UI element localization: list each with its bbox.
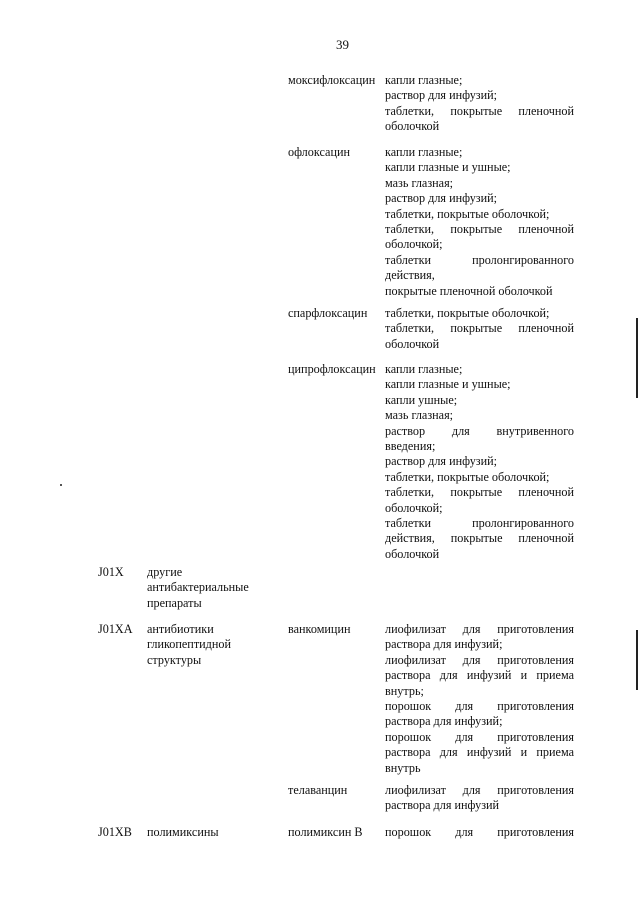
scan-edge-mark — [636, 630, 638, 690]
form-line: капли глазные; — [385, 145, 463, 159]
scan-speck — [60, 484, 62, 486]
form-line: раствор для внутривенного — [385, 423, 574, 438]
group-line: гликопептидной — [147, 637, 232, 652]
form-line: раствор для инфузий; — [385, 454, 498, 469]
form-line: порошок для приготовления — [385, 825, 574, 839]
form-line: оболочкой; — [385, 237, 443, 252]
dosage-forms — [385, 783, 574, 814]
form-line: внутрь; — [385, 683, 424, 698]
atc-code: J01X — [98, 565, 124, 579]
atc-group — [147, 565, 279, 611]
form-line: капли глазные и ушные; — [385, 160, 511, 175]
drug-name: полимиксин В — [288, 825, 363, 839]
scan-edge-mark — [636, 318, 638, 398]
form-line: таблетки, покрытые пленочной — [385, 485, 574, 500]
group-line: полимиксины — [147, 825, 219, 839]
atc-code: J01XB — [98, 825, 132, 839]
form-line: таблетки пролонгированного — [385, 516, 574, 531]
form-line: лиофилизат для приготовления — [385, 783, 574, 797]
form-line: таблетки, покрытые оболочкой; — [385, 469, 550, 484]
dosage-forms — [385, 73, 574, 135]
form-line: раствора для инфузий и приема — [385, 745, 574, 760]
drug-name: ципрофлоксацин — [288, 362, 376, 376]
form-line: введения; — [385, 439, 436, 454]
group-line: антибактериальные — [147, 580, 249, 595]
form-line: лиофилизат для приготовления — [385, 622, 574, 636]
form-line: действия, покрытые пленочной — [385, 531, 574, 546]
drug-name: офлоксацин — [288, 145, 351, 159]
group-line: другие — [147, 565, 183, 579]
drug-name: ванкомицин — [288, 622, 351, 636]
form-line: раствора для инфузий — [385, 798, 500, 813]
form-line: оболочкой — [385, 119, 440, 134]
form-line: таблетки, покрытые пленочной — [385, 103, 574, 118]
form-line: раствор для инфузий; — [385, 191, 498, 206]
dosage-forms — [385, 825, 574, 840]
group-line: препараты — [147, 595, 202, 610]
drug-name: спарфлоксацин — [288, 306, 368, 320]
form-line: покрытые пленочной оболочкой — [385, 283, 553, 298]
form-line: раствор для инфузий; — [385, 88, 498, 103]
drug-name: моксифлоксацин — [288, 73, 376, 87]
form-line: внутрь — [385, 760, 421, 775]
form-line: капли ушные; — [385, 392, 458, 407]
form-line: порошок для приготовления — [385, 699, 574, 714]
form-line: таблетки пролонгированного — [385, 252, 574, 267]
form-line: оболочкой — [385, 336, 440, 351]
atc-group — [147, 622, 279, 668]
form-line: мазь глазная; — [385, 175, 454, 190]
form-line: оболочкой; — [385, 500, 443, 515]
drug-name: телаванцин — [288, 783, 348, 797]
dosage-forms — [385, 145, 574, 299]
form-line: мазь глазная; — [385, 408, 454, 423]
form-line: раствора для инфузий; — [385, 637, 503, 652]
dosage-forms — [385, 622, 574, 776]
form-line: таблетки, покрытые оболочкой; — [385, 206, 550, 221]
atc-group — [147, 825, 279, 840]
form-line: действия, — [385, 268, 435, 283]
form-line: оболочкой — [385, 546, 440, 561]
form-line: капли глазные; — [385, 362, 463, 376]
form-line: таблетки, покрытые пленочной — [385, 222, 574, 237]
group-line: структуры — [147, 652, 202, 667]
form-line: раствора для инфузий; — [385, 714, 503, 729]
form-line: капли глазные и ушные; — [385, 377, 511, 392]
form-line: таблетки, покрытые пленочной — [385, 321, 574, 336]
dosage-forms — [385, 362, 574, 562]
page-number: 39 — [336, 37, 349, 52]
form-line: раствора для инфузий и приема — [385, 668, 574, 683]
form-line: порошок для приготовления — [385, 729, 574, 744]
form-line: лиофилизат для приготовления — [385, 652, 574, 667]
form-line: капли глазные; — [385, 73, 463, 87]
form-line: таблетки, покрытые оболочкой; — [385, 306, 550, 320]
atc-code: J01XA — [98, 622, 133, 636]
dosage-forms — [385, 306, 574, 352]
group-line: антибиотики — [147, 622, 214, 636]
